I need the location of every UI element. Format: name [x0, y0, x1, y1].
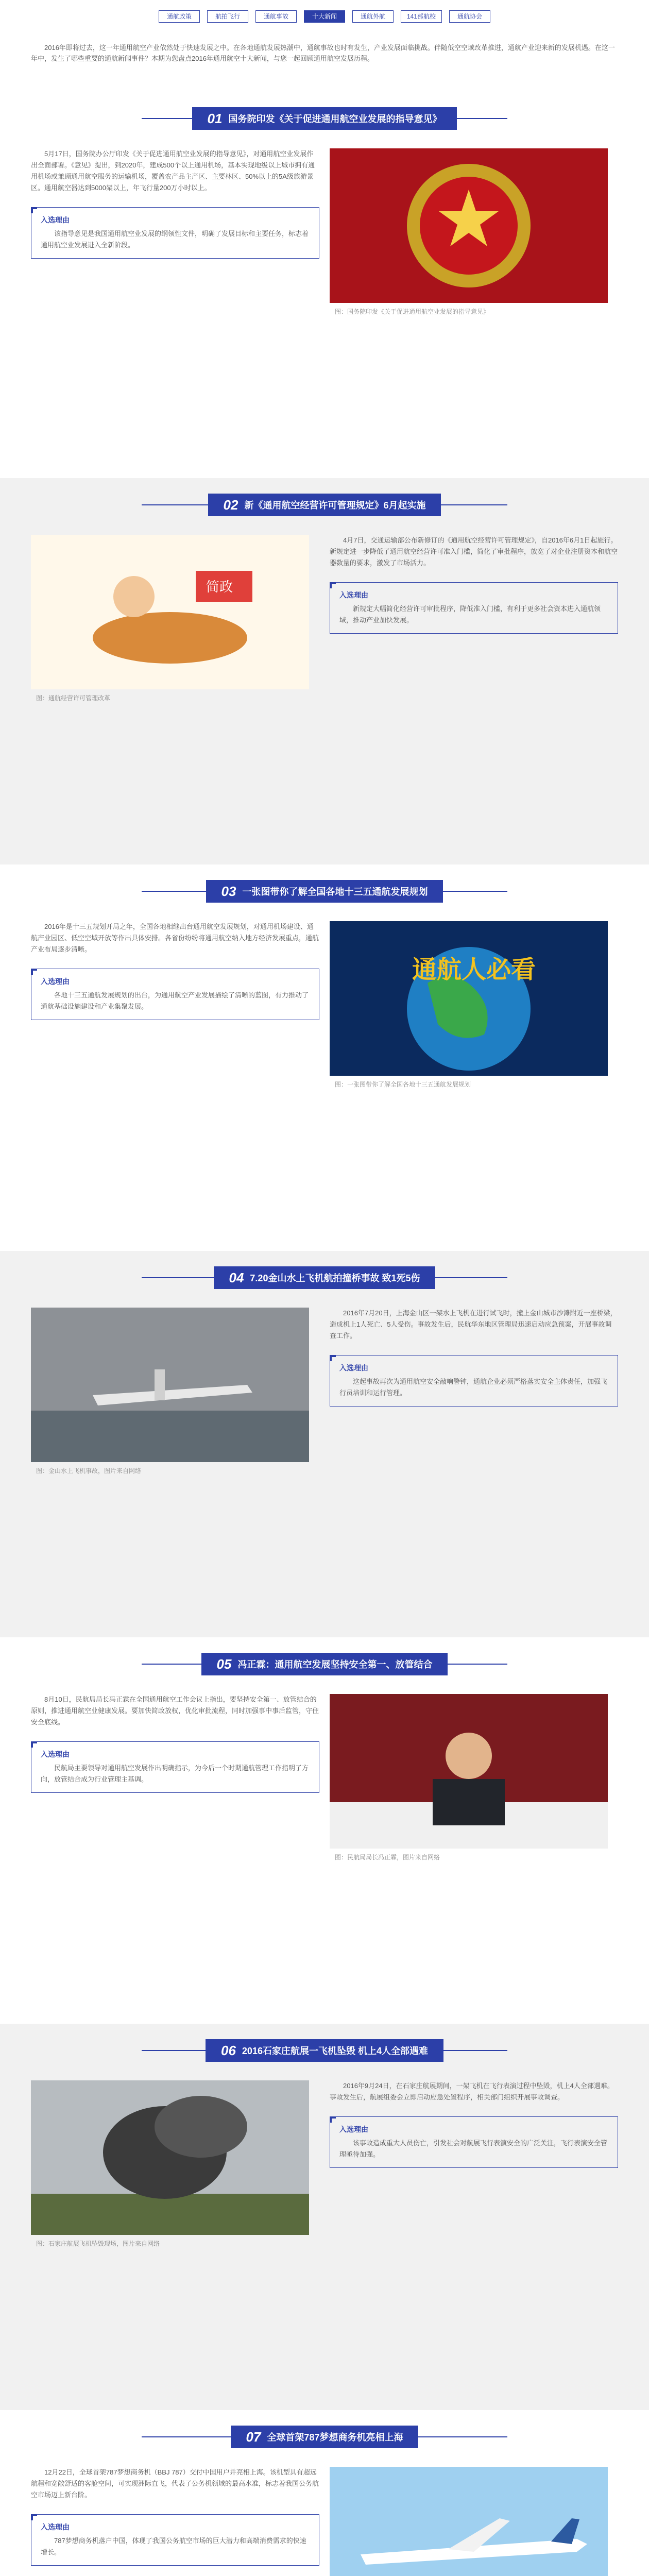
section-banner — [0, 2426, 649, 2448]
speaker-image — [330, 1694, 608, 1849]
section-number: 07 — [246, 2429, 261, 2445]
reason-text: 787梦想商务机落户中国，体现了我国公务航空市场的巨大潜力和高端消费需求的快速增长。 — [41, 2537, 306, 2556]
section-banner — [0, 107, 649, 130]
section-paragraph: 12月22日，全球首架787梦想商务机（BBJ 787）交付中国用户并亮相上海。该机型具有超远航程和宽敞舒适的客舱空间，可实现洲际直飞，代表了公务机领域的最高水准，标志着我国公务航空市场迈上新台阶。 — [31, 2468, 319, 2499]
image-caption: 图：石家庄航展飞机坠毁现场，图片来自网络 — [36, 2240, 160, 2247]
section-paragraph: 4月7日，交通运输部公布新修订的《通用航空经营许可管理规定》，自2016年6月1日起施行。新规定进一步降低了通用航空经营许可准入门槛，简化了审批程序，放宽了对企业注册资本和航空器数量的要求，激发了市场活力。 — [330, 536, 618, 567]
reason-box: 入选理由 民航局主要领导对通用航空发展作出明确指示，为今后一个时期通航管理工作指明了方向，放管结合成为行业管理主基调。 — [31, 1741, 319, 1793]
news-section-2 — [0, 478, 649, 865]
section-title: 新《通用航空经营许可管理规定》6月起实施 — [244, 500, 426, 511]
reason-box: 入选理由 这起事故再次为通用航空安全敲响警钟，通航企业必须严格落实安全主体责任，加强飞行员培训和运行管理。 — [330, 1355, 618, 1406]
svg-text:简政: 简政 — [206, 580, 233, 595]
nav-item[interactable]: 通航事故 — [255, 10, 297, 23]
reason-text: 新规定大幅简化经营许可审批程序，降低准入门槛，有利于更多社会资本进入通航领域，推动产业加快发展。 — [339, 605, 601, 624]
section-number: 05 — [216, 1656, 232, 1672]
nav-item[interactable]: 十大新闻 — [304, 10, 345, 23]
section-banner — [0, 880, 649, 903]
news-section-3 — [0, 865, 649, 1251]
image-caption: 图：一张图带你了解全国各地十三五通航发展规划 — [335, 1081, 471, 1088]
cartoon-image — [31, 535, 309, 689]
nav-item[interactable]: 航拍飞行 — [207, 10, 248, 23]
section-number: 03 — [221, 883, 236, 899]
section-title: 全球首架787梦想商务机亮相上海 — [267, 2432, 403, 2443]
emblem-image — [330, 148, 608, 303]
reason-text: 各地十三五通航发展规划的出台，为通用航空产业发展描绘了清晰的蓝图，有力推动了通航基础设施建设和产业集聚发展。 — [41, 991, 309, 1010]
reason-text: 该事故造成重大人员伤亡，引发社会对航展飞行表演安全的广泛关注，飞行表演安全管理亟待加强。 — [339, 2139, 608, 2158]
news-section-1 — [0, 92, 649, 478]
section-banner — [0, 2039, 649, 2062]
nav-item[interactable]: 通航政策 — [159, 10, 200, 23]
section-title: 冯正霖：通用航空发展坚持安全第一、放管结合 — [237, 1659, 433, 1670]
news-section-7 — [0, 2410, 649, 2576]
nav-item[interactable]: 141部航校 — [401, 10, 442, 23]
section-banner — [0, 494, 649, 516]
image-caption: 图：民航局局长冯正霖，图片来自网络 — [335, 1854, 440, 1861]
news-section-5 — [0, 1637, 649, 2024]
image-caption: 图：通航经营许可管理改革 — [36, 694, 111, 702]
section-title: 国务院印发《关于促进通用航空业发展的指导意见》 — [228, 114, 442, 124]
section-number: 02 — [223, 497, 238, 513]
top-nav — [0, 0, 649, 25]
section-title: 一张图带你了解全国各地十三五通航发展规划 — [242, 887, 428, 897]
section-paragraph: 2016年是十三五规划开局之年，全国各地相继出台通用航空发展规划，对通用机场建设、通航产业园区、低空空域开放等作出具体安排。各省份纷纷将通用航空纳入地方经济发展重点，通航产业布局逐步清晰。 — [31, 923, 319, 953]
reason-text: 这起事故再次为通用航空安全敲响警钟，通航企业必须严格落实安全主体责任，加强飞行员培训和运行管理。 — [339, 1378, 608, 1397]
reason-box: 入选理由 新规定大幅简化经营许可审批程序，降低准入门槛，有利于更多社会资本进入通航领域，推动产业加快发展。 — [330, 582, 618, 634]
reason-text: 该指导意见是我国通用航空业发展的纲领性文件，明确了发展目标和主要任务，标志着通用航空业发展进入全新阶段。 — [41, 230, 309, 249]
news-section-6 — [0, 2024, 649, 2410]
section-banner — [0, 1266, 649, 1289]
reason-text: 民航局主要领导对通用航空发展作出明确指示，为今后一个时期通航管理工作指明了方向，放管结合成为行业管理主基调。 — [41, 1764, 309, 1783]
section-paragraph: 2016年7月20日，上海金山区一架水上飞机在进行试飞时，撞上金山城市沙滩附近一座桥梁，造成机上1人死亡、5人受伤。事故发生后，民航华东地区管理局迅速启动应急预案，开展事故调查工作。 — [330, 1309, 617, 1340]
reason-box: 入选理由 该指导意见是我国通用航空业发展的纲领性文件，明确了发展目标和主要任务，标志着通用航空业发展进入全新阶段。 — [31, 207, 319, 259]
section-paragraph: 2016年9月24日，在石家庄航展期间，一架飞机在飞行表演过程中坠毁，机上4人全部遇难。事故发生后，航展组委会立即启动应急处置程序，相关部门组织开展事故调查。 — [330, 2082, 614, 2101]
section-banner — [0, 1653, 649, 1675]
nav-item[interactable]: 通航协会 — [449, 10, 490, 23]
seaplane-image — [31, 1308, 309, 1462]
reason-box: 入选理由 该事故造成重大人员伤亡，引发社会对航展飞行表演安全的广泛关注，飞行表演安全管理亟待加强。 — [330, 2116, 618, 2168]
news-section-4 — [0, 1251, 649, 1637]
section-paragraph: 8月10日，民航局局长冯正霖在全国通用航空工作会议上指出，要坚持安全第一、放管结合的原则，推进通用航空业健康发展。要加快简政放权，优化审批流程，同时加强事中事后监管，守住安全底线。 — [31, 1696, 319, 1726]
svg-text:通航人必看: 通航人必看 — [412, 955, 536, 984]
section-paragraph: 5月17日，国务院办公厅印发《关于促进通用航空业发展的指导意见》，对通用航空业发展作出全面部署。《意见》提出，到2020年，建成500个以上通用机场，基本实现地级以上城市拥有通用机场或兼顾通用航空服务的运输机场，覆盖农产品主产区、主要林区、50%以上的5A级旅游景区。通用航空器达到5000架以上，年飞行量200万小时以上。 — [31, 150, 315, 192]
section-number: 06 — [221, 2042, 236, 2058]
reason-box: 入选理由 787梦想商务机落户中国，体现了我国公务航空市场的巨大潜力和高端消费需求的快速增长。 — [31, 2514, 319, 2566]
section-number: 01 — [207, 110, 223, 126]
globe-image — [330, 921, 608, 1076]
intro-text: 2016年即将过去，这一年通用航空产业依然处于快速发展之中。在各地通航发展热潮中，通航事故也时有发生，产业发展面临挑战。伴随低空空域改革推进，通航产业迎来新的发展机遇。在这一年中，发生了哪些重要的通航新闻事件？本期为您盘点2016年通用航空十大新闻，与您一起回顾通用航空发展历程。 — [31, 44, 615, 62]
nav-item[interactable]: 通航外航 — [352, 10, 394, 23]
image-caption: 图：金山水上飞机事故，图片来自网络 — [36, 1467, 142, 1475]
reason-box: 入选理由 各地十三五通航发展规划的出台，为通用航空产业发展描绘了清晰的蓝图，有力推动了通航基础设施建设和产业集聚发展。 — [31, 969, 319, 1020]
airplane-image — [330, 2467, 608, 2576]
section-number: 04 — [229, 1269, 244, 1285]
crash-smoke-image — [31, 2080, 309, 2235]
section-title: 2016石家庄航展一飞机坠毁 机上4人全部遇难 — [242, 2046, 428, 2056]
section-title: 7.20金山水上飞机航拍撞桥事故 致1死5伤 — [250, 1273, 420, 1283]
image-caption: 图：国务院印发《关于促进通用航空业发展的指导意见》 — [335, 308, 490, 315]
